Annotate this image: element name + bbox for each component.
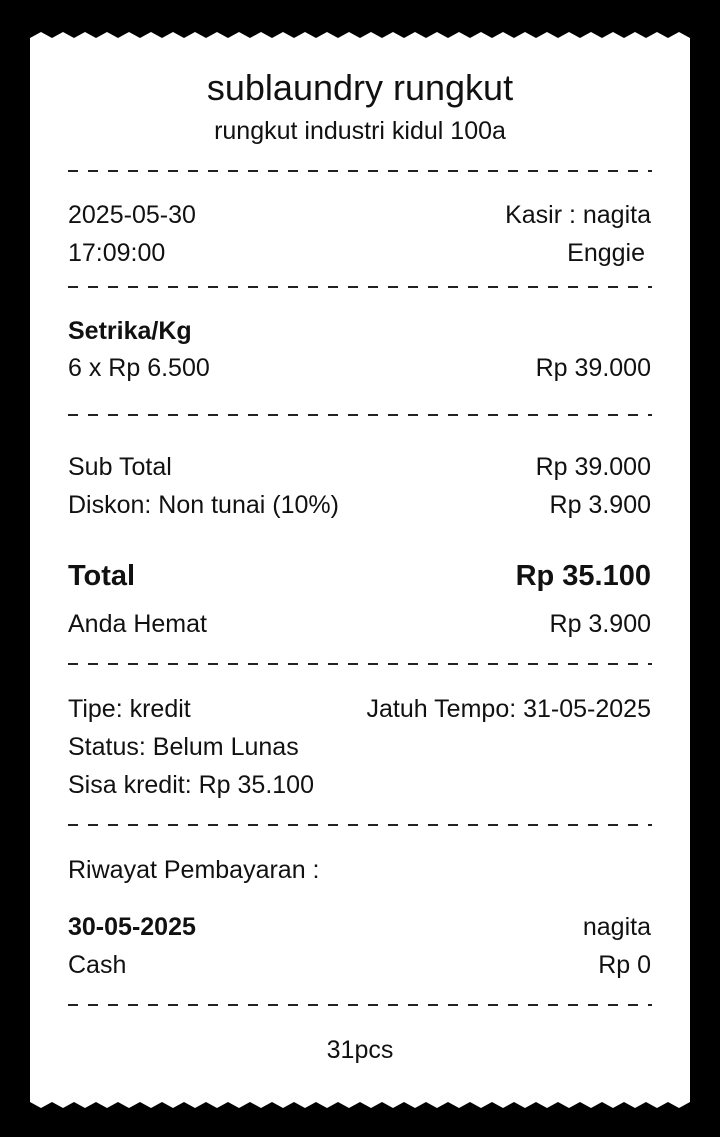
receipt-time: 17:09:00 <box>68 239 166 267</box>
subtotal-value: Rp 39.000 <box>535 453 651 481</box>
divider <box>68 663 652 665</box>
divider <box>68 170 652 172</box>
history-amount: Rp 0 <box>598 951 651 979</box>
history-method: Cash <box>68 951 127 979</box>
receipt-date: 2025-05-30 <box>68 201 196 229</box>
pieces-count: 31pcs <box>326 1036 394 1064</box>
payment-due-date: Jatuh Tempo: 31-05-2025 <box>366 695 651 723</box>
credit-remaining: Sisa kredit: Rp 35.100 <box>68 771 314 799</box>
saved-label: Anda Hemat <box>68 610 207 638</box>
receipt-torn-edge-bottom <box>30 1096 690 1108</box>
total-label: Total <box>68 560 136 592</box>
receipt <box>30 42 690 1098</box>
history-date: 30-05-2025 <box>68 913 196 941</box>
discount-label: Diskon: Non tunai (10%) <box>68 491 339 519</box>
item-qty-price: 6 x Rp 6.500 <box>68 354 210 382</box>
store-address: rungkut industri kidul 100a <box>214 117 506 145</box>
payment-type: Tipe: kredit <box>68 695 191 723</box>
cashier-name: Kasir : nagita <box>505 201 651 229</box>
discount-value: Rp 3.900 <box>549 491 651 519</box>
item-name: Setrika/Kg <box>68 317 192 345</box>
divider <box>68 1004 652 1006</box>
payment-history-title: Riwayat Pembayaran : <box>68 856 320 884</box>
customer-name: Enggie <box>567 239 645 267</box>
divider <box>68 414 652 416</box>
saved-value: Rp 3.900 <box>549 610 651 638</box>
item-amount: Rp 39.000 <box>535 354 651 382</box>
total-value: Rp 35.100 <box>515 560 651 592</box>
subtotal-label: Sub Total <box>68 453 172 481</box>
payment-status: Status: Belum Lunas <box>68 733 299 761</box>
history-cashier: nagita <box>582 913 651 941</box>
store-name: sublaundry rungkut <box>206 67 514 108</box>
divider <box>68 824 652 826</box>
divider <box>68 286 652 288</box>
